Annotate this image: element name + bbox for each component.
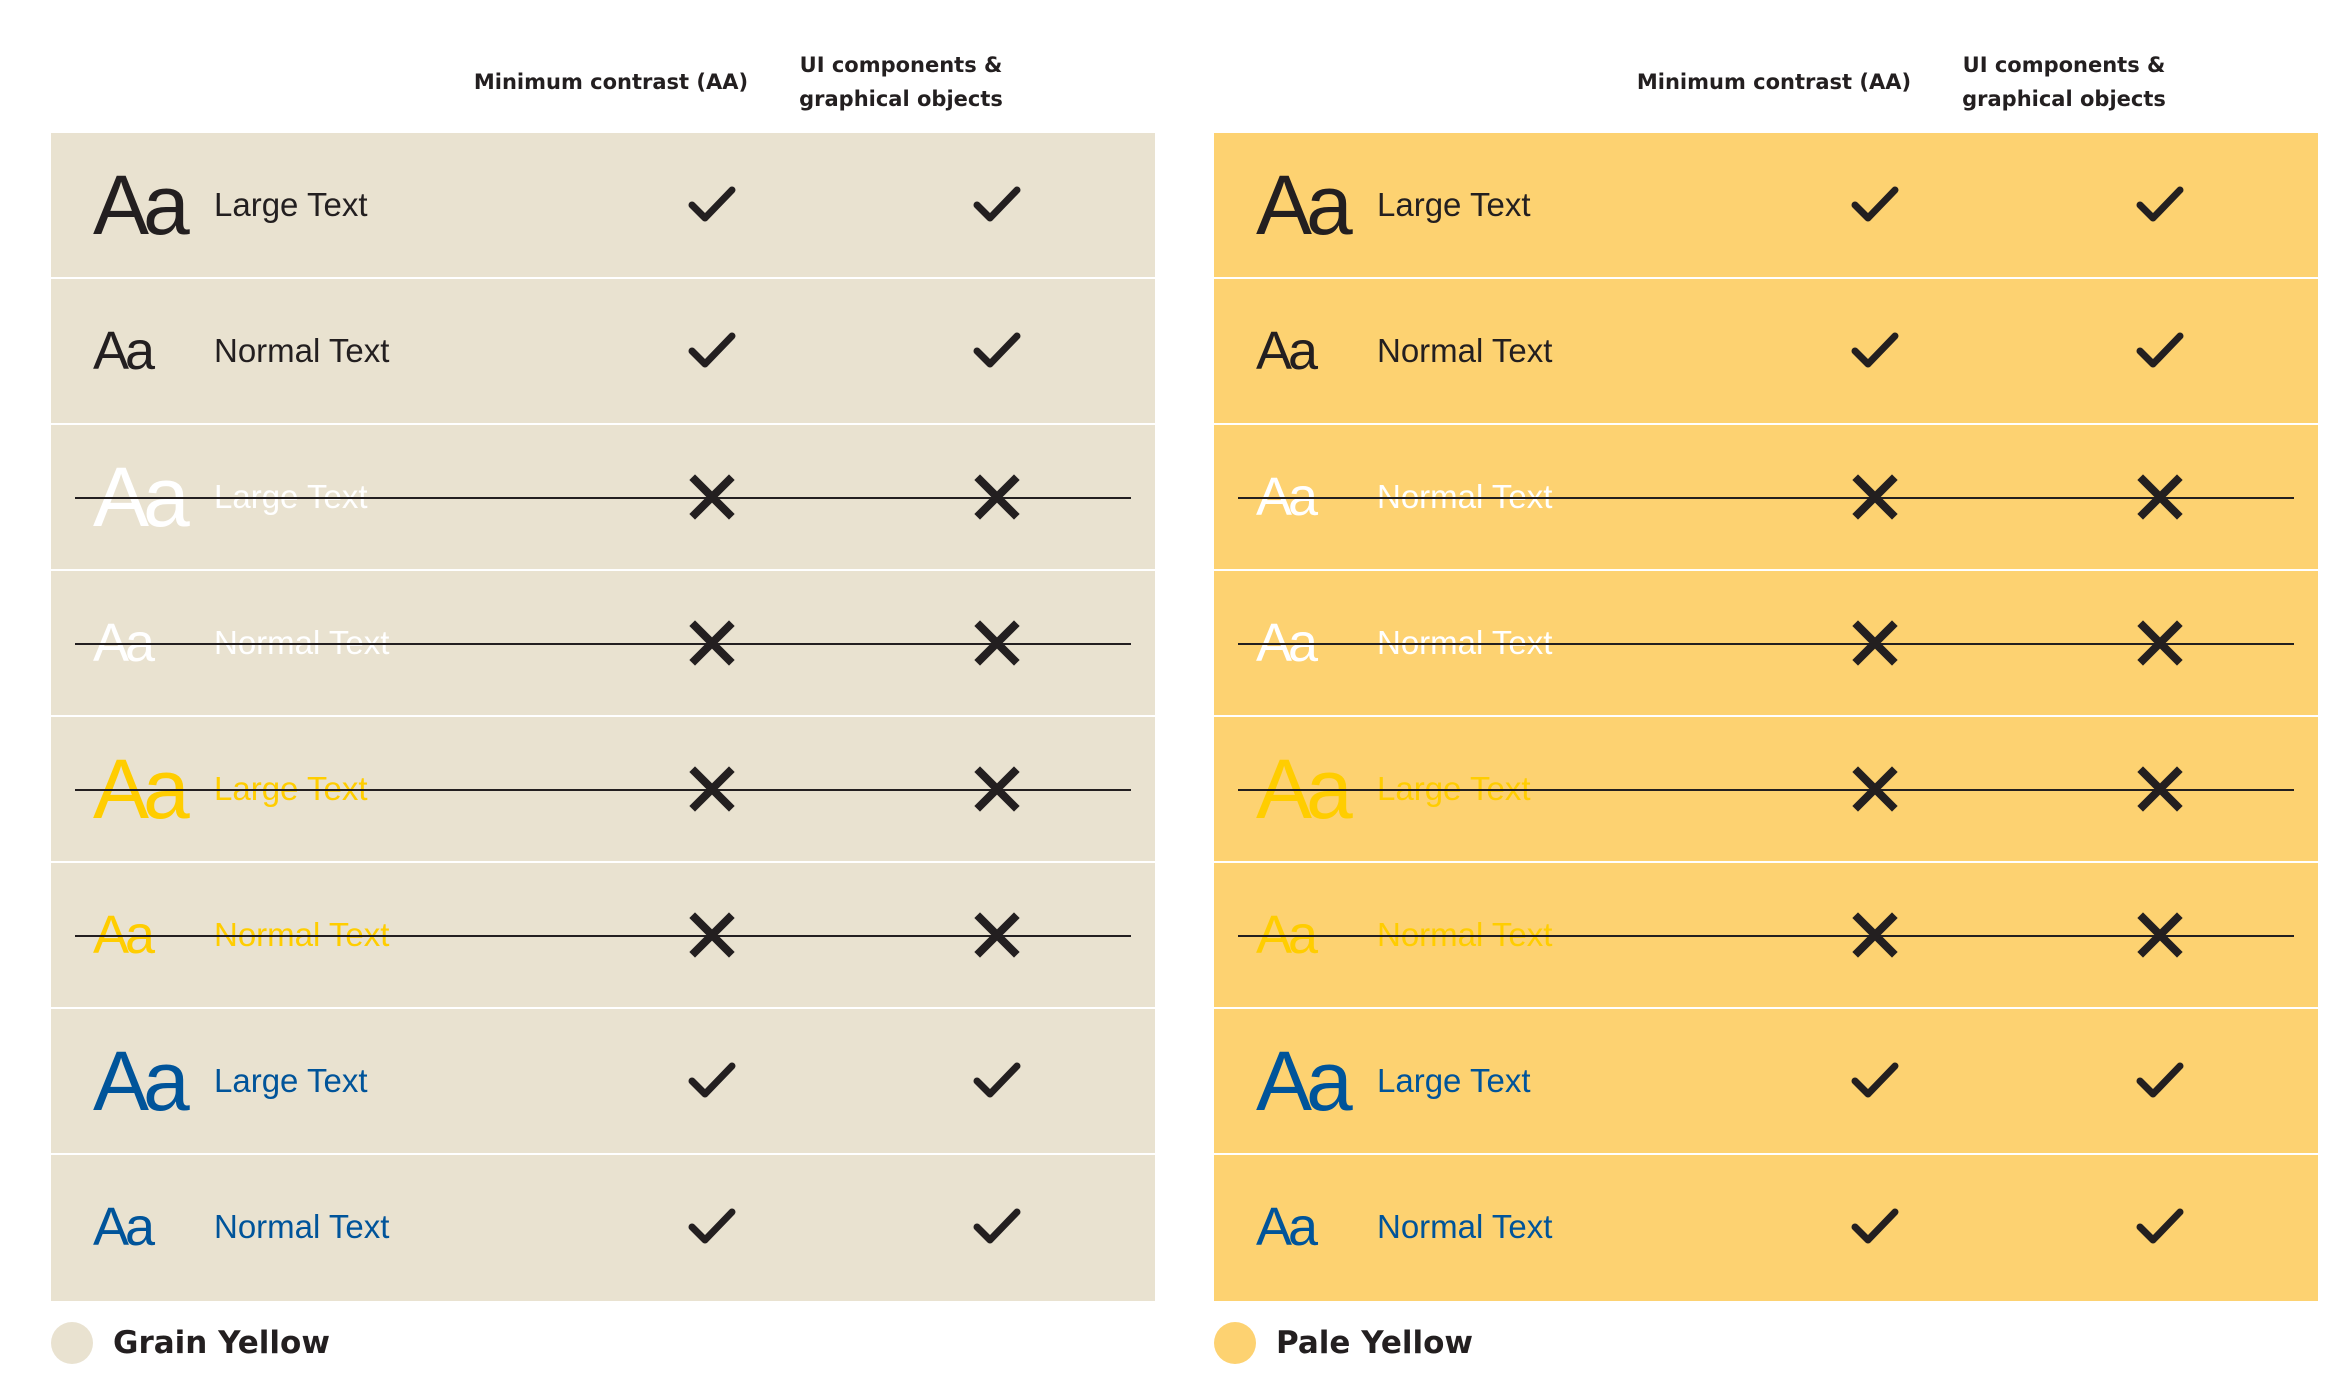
check-icon: [2135, 180, 2185, 230]
font-sample: Aa: [1256, 321, 1315, 381]
font-sample: Aa: [93, 613, 152, 673]
ui-components-header-line1: UI components &: [1962, 53, 2166, 77]
row-label: Normal Text: [214, 1208, 390, 1245]
row-label: Large Text: [1377, 186, 1531, 223]
check-icon: [972, 326, 1022, 376]
check-icon: [687, 1202, 737, 1252]
strikethrough-line: [1238, 935, 2294, 937]
contrast-table: [1214, 133, 2318, 1297]
row-label: Large Text: [1377, 770, 1531, 807]
ui-components-header-line2: graphical objects: [799, 87, 1003, 111]
strikethrough-line: [75, 497, 1131, 499]
swatch-grain-yellow: [51, 1322, 93, 1364]
check-icon: [2135, 326, 2185, 376]
check-icon: [1850, 326, 1900, 376]
table-row: [51, 571, 1155, 717]
font-sample: Aa: [93, 321, 152, 381]
check-icon: [2135, 1202, 2185, 1252]
font-sample: Aa: [1256, 467, 1315, 527]
table-row: [51, 133, 1155, 279]
table-row: [51, 1155, 1155, 1301]
table-row: [51, 717, 1155, 863]
legend-label: Pale Yellow: [1276, 1325, 1474, 1361]
min-contrast-header-label: Minimum contrast (AA): [1636, 70, 1912, 94]
strikethrough-line: [1238, 497, 2294, 499]
check-icon: [972, 1056, 1022, 1106]
strikethrough-line: [1238, 789, 2294, 791]
legend-pale-yellow: [1214, 1318, 1473, 1368]
font-sample: Aa: [1256, 742, 1347, 836]
row-label: Normal Text: [214, 916, 390, 953]
row-label: Normal Text: [1377, 332, 1553, 369]
strikethrough-line: [75, 643, 1131, 645]
font-sample: Aa: [1256, 613, 1315, 673]
row-label: Normal Text: [1377, 1208, 1553, 1245]
font-sample: Aa: [1256, 1197, 1315, 1257]
strikethrough-line: [75, 789, 1131, 791]
grain-yellow-panel: [51, 0, 1155, 1400]
table-row: [1214, 279, 2318, 425]
min-contrast-header: [1624, 30, 1924, 134]
check-icon: [2135, 1056, 2185, 1106]
check-icon: [1850, 1056, 1900, 1106]
check-icon: [687, 326, 737, 376]
row-label: Large Text: [214, 186, 368, 223]
font-sample: Aa: [93, 742, 184, 836]
contrast-table: [51, 133, 1155, 1297]
table-row: [1214, 717, 2318, 863]
check-icon: [1850, 1202, 1900, 1252]
font-sample: Aa: [1256, 905, 1315, 965]
font-sample: Aa: [93, 1034, 184, 1128]
row-label: Normal Text: [1377, 624, 1553, 661]
check-icon: [972, 1202, 1022, 1252]
legend-label: Grain Yellow: [113, 1325, 330, 1361]
row-label: Normal Text: [214, 332, 390, 369]
row-label: Large Text: [214, 1062, 368, 1099]
table-row: [51, 863, 1155, 1009]
table-row: [51, 425, 1155, 571]
pale-yellow-panel: [1214, 0, 2318, 1400]
row-label: Normal Text: [1377, 916, 1553, 953]
table-row: [1214, 1009, 2318, 1155]
ui-components-header-line2: graphical objects: [1962, 87, 2166, 111]
table-row: [1214, 571, 2318, 717]
table-row: [1214, 863, 2318, 1009]
check-icon: [687, 180, 737, 230]
font-sample: Aa: [93, 905, 152, 965]
font-sample: Aa: [93, 1197, 152, 1257]
legend-grain-yellow: [51, 1318, 330, 1368]
strikethrough-line: [1238, 643, 2294, 645]
row-label: Normal Text: [214, 624, 390, 661]
check-icon: [972, 180, 1022, 230]
table-row: [1214, 425, 2318, 571]
font-sample: Aa: [93, 450, 184, 544]
table-row: [1214, 1155, 2318, 1301]
table-row: [51, 1009, 1155, 1155]
font-sample: Aa: [1256, 1034, 1347, 1128]
font-sample: Aa: [93, 158, 184, 252]
min-contrast-header-label: Minimum contrast (AA): [473, 70, 749, 94]
table-row: [51, 279, 1155, 425]
row-label: Large Text: [214, 770, 368, 807]
min-contrast-header: [461, 30, 761, 134]
row-label: Large Text: [1377, 1062, 1531, 1099]
ui-components-header: [1914, 30, 2214, 134]
check-icon: [687, 1056, 737, 1106]
strikethrough-line: [75, 935, 1131, 937]
check-icon: [1850, 180, 1900, 230]
ui-components-header-line1: UI components &: [799, 53, 1003, 77]
table-row: [1214, 133, 2318, 279]
font-sample: Aa: [1256, 158, 1347, 252]
swatch-pale-yellow: [1214, 1322, 1256, 1364]
row-label: Large Text: [214, 478, 368, 515]
ui-components-header: [751, 30, 1051, 134]
row-label: Normal Text: [1377, 478, 1553, 515]
